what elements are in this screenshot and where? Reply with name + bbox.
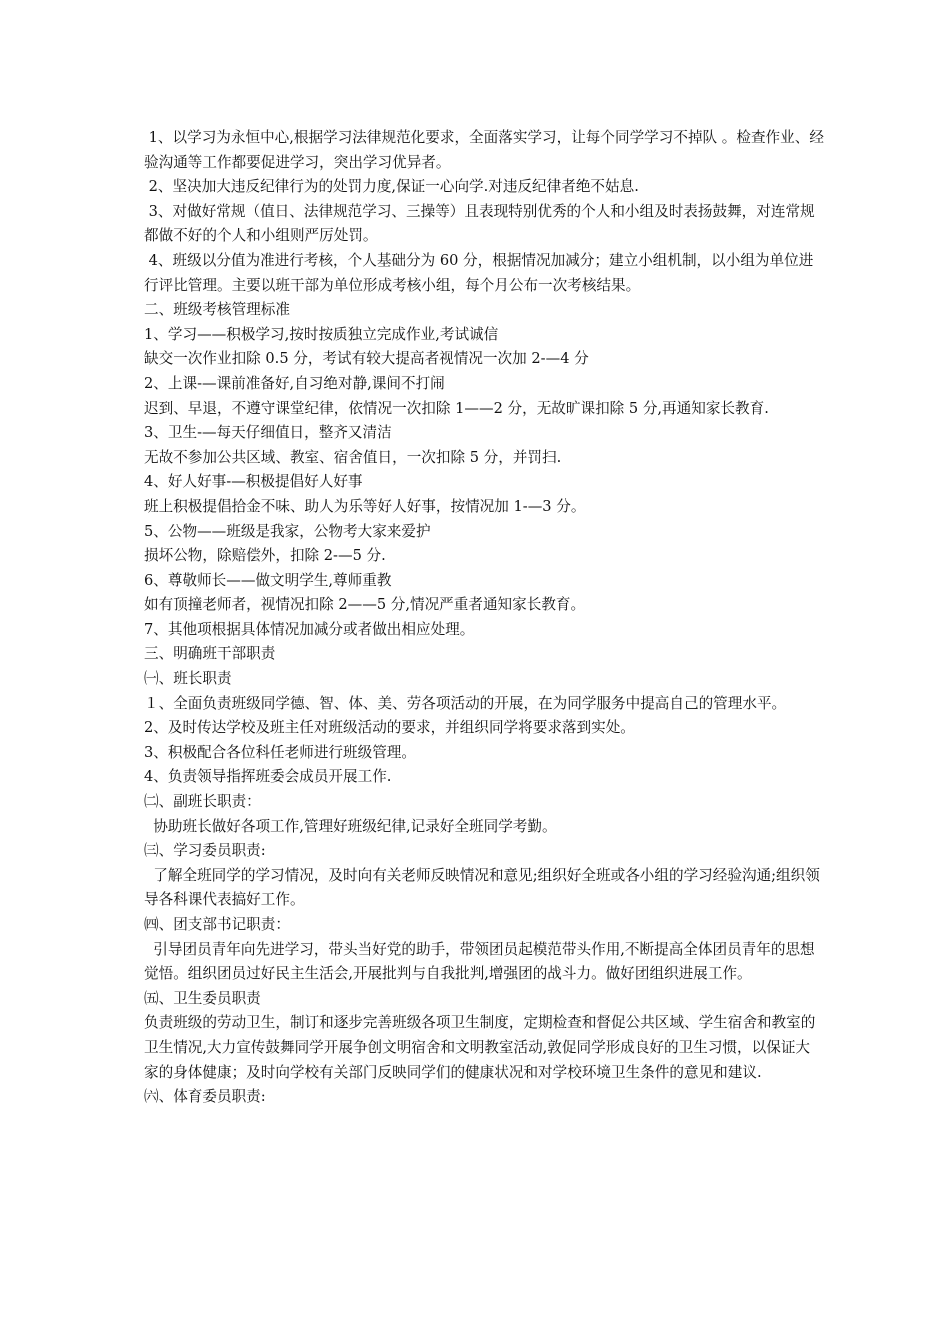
- paragraph: 3、卫生-—每天仔细值日，整齐又清洁: [144, 424, 392, 442]
- paragraph: 4、好人好事-—积极提倡好人好事: [144, 473, 363, 491]
- paragraph: 3、对做好常规（值日、法律规范学习、三操等）且表现特别优秀的个人和小组及时表扬鼓舞，对连常规都做不好的个人和小组则严厉处罚。: [144, 202, 815, 245]
- subsection-heading: ㈣、团支部书记职责：: [144, 916, 290, 933]
- paragraph: 5、公物——班级是我家，公物考大家来爱护: [144, 522, 431, 540]
- paragraph: 班上积极提倡拾金不味、助人为乐等好人好事，按情况加 1-—3 分。: [144, 497, 586, 515]
- document-page: [144, 126, 824, 1110]
- subsection-heading: ㈤、卫生委员职责: [144, 989, 261, 1007]
- paragraph: 2、上课-—课前准备好,自习绝对静,课间不打闹: [144, 374, 445, 392]
- paragraph: 2、及时传达学校及班主任对班级活动的要求，并组织同学将要求落到实处。: [144, 719, 635, 737]
- paragraph: 6、尊敬师长——做文明学生,尊师重教: [144, 571, 392, 589]
- subsection-heading: ㈢、学习委员职责:: [144, 842, 266, 860]
- paragraph: 2、坚决加大违反纪律行为的处罚力度,保证一心向学.对违反纪律者绝不姑息.: [144, 178, 639, 196]
- paragraph: 无故不参加公共区域、教室、宿舍值日，一次扣除 5 分，并罚扫.: [144, 448, 562, 466]
- section-heading: 三、明确班干部职责: [144, 645, 276, 663]
- paragraph: 了解全班同学的学习情况，及时向有关老师反映情况和意见;组织好全班或各小组的学习经验沟通;组织领导各科课代表搞好工作。: [144, 866, 820, 909]
- paragraph: 损坏公物，除赔偿外，扣除 2-—5 分.: [144, 547, 386, 565]
- paragraph: 1、以学习为永恒中心,根据学习法律规范化要求，全面落实学习，让每个同学学习不掉队 。检查作业、经验沟通等工作都要促进学习，突出学习优异者。: [144, 129, 824, 171]
- paragraph: 4、负责领导指挥班委会成员开展工作.: [144, 768, 392, 786]
- paragraph: 4、班级以分值为准进行考核，个人基础分为 60 分，根据情况加减分；建立小组机制，以小组为单位进行评比管理。主要以班干部为单位形成考核小组，每个月公布一次考核结果。: [144, 251, 814, 294]
- paragraph: 如有顶撞老师者，视情况扣除 2——5 分,情况严重者通知家长教育。: [144, 596, 586, 614]
- paragraph: 缺交一次作业扣除 0.5 分，考试有较大提高者视情况一次加 2-—4 分: [144, 350, 589, 368]
- paragraph: 3、积极配合各位科任老师进行班级管理。: [144, 743, 416, 761]
- paragraph: 7、其他项根据具体情况加减分或者做出相应处理。: [144, 620, 475, 638]
- subsection-heading: ㈥、体育委员职责:: [144, 1088, 266, 1106]
- paragraph: １、全面负责班级同学德、智、体、美、劳各项活动的开展，在为同学服务中提高自己的管理水平。: [144, 694, 787, 712]
- paragraph: 引导团员青年向先进学习，带头当好党的助手，带领团员起模范带头作用,不断提高全体团员青年的思想觉悟。组织团员过好民主生活会,开展批判与自我批判,增强团的战斗力。做好团组织进展工作。: [144, 940, 815, 983]
- paragraph: 1、学习——积极学习,按时按质独立完成作业,考试诚信: [144, 325, 499, 343]
- paragraph: 负责班级的劳动卫生，制订和逐步完善班级各项卫生制度，定期检查和督促公共区域、学生宿舍和教室的卫生情况,大力宣传鼓舞同学开展争创文明宿舍和文明教室活动,敦促同学形成良好的卫生习惯，以保证大家的身体健康；及时向学校有关部门反映同学们的健康状况和对学校环境卫生条件的意见和建议.: [144, 1014, 816, 1081]
- section-heading: 二、班级考核管理标准: [144, 301, 290, 319]
- paragraph: 协助班长做好各项工作,管理好班级纪律,记录好全班同学考勤。: [144, 817, 557, 835]
- paragraph: 迟到、早退，不遵守课堂纪律，依情况一次扣除 1——2 分，无故旷课扣除 5 分,再通知家长教育.: [144, 399, 769, 417]
- subsection-heading: ㈡、副班长职责：: [144, 793, 261, 811]
- subsection-heading: ㈠、班长职责: [144, 670, 232, 688]
